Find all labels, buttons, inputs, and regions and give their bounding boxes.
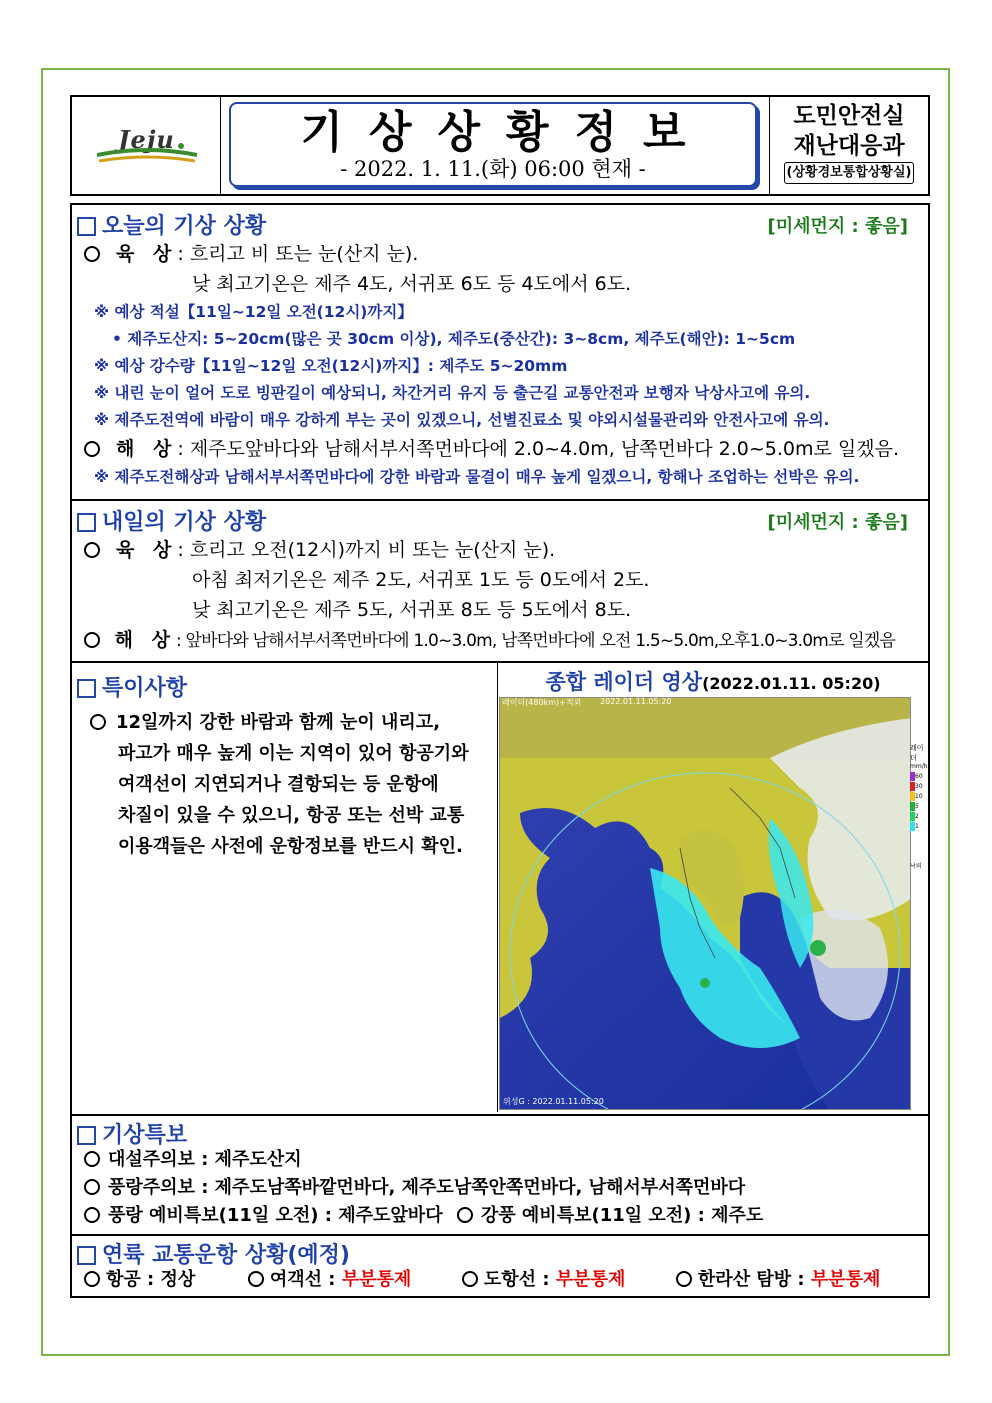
today-note-snow: ※ 예상 적설【11일~12일 오전(12시)까지】 xyxy=(94,303,413,321)
today-dust: [미세먼지 : 좋음] xyxy=(767,216,908,237)
tomorrow-min-temp: 아침 최저기온은 제주 2도, 서귀포 1도 등 0도에서 2도. xyxy=(192,569,650,591)
legend-value: 2 xyxy=(915,813,919,820)
circle-bullet-icon xyxy=(84,632,100,648)
tomorrow-sea: 해 상: 앞바다와 남해서부서쪽먼바다에 1.0~3.0m, 남쪽먼바다에 오전 1.5~5.0m,오후1.0~3.0m로 일겠음 xyxy=(84,625,940,656)
hallasan-status: 부분통제 xyxy=(810,1269,881,1290)
checkbox-icon xyxy=(77,513,96,532)
today-note-wind: ※ 제주도전역에 바람이 매우 강하게 부는 곳이 있겠으니, 선별진료소 및 야외시설물관리와 안전사고에 유의. xyxy=(94,411,830,429)
circle-bullet-icon xyxy=(457,1207,473,1223)
dept-name-2: 재난대응과 xyxy=(793,133,905,159)
circle-bullet-icon xyxy=(84,1151,100,1167)
today-land: 육 상: 흐리고 비 또는 눈(산지 눈). xyxy=(84,239,940,269)
radar-legend xyxy=(910,743,928,870)
jeju-logo xyxy=(72,97,221,194)
page-title: 기상상황정보 xyxy=(300,107,712,158)
tomorrow-land: 육 상: 흐리고 오전(12시)까지 비 또는 눈(산지 눈). xyxy=(84,535,940,565)
transport-title: 연륙 교통운항 상황(예정) xyxy=(102,1243,350,1268)
checkbox-icon xyxy=(77,1126,96,1145)
circle-bullet-icon xyxy=(84,542,100,558)
dept-name-1: 도민안전실 xyxy=(793,103,905,129)
radar-heading xyxy=(498,666,928,696)
today-note-ice: ※ 내린 눈이 얼어 도로 빙판길이 예상되니, 차간거리 유지 등 출근길 교통안전과 보행자 낙상사고에 유의. xyxy=(94,384,811,402)
legend-lightning: 낙뢰 xyxy=(910,863,922,870)
circle-bullet-icon xyxy=(84,1271,100,1287)
checkbox-icon xyxy=(77,1246,96,1265)
today-note-snow-detail: • 제주도산지: 5~20cm(많은 곳 30cm 이상), 제주도(중산간): 3~8cm, 제주도(해안): 1~5cm xyxy=(112,330,796,348)
radar-caption: 레이더(480km)+적외 xyxy=(502,698,582,707)
special-title: 특이사항 xyxy=(102,676,188,701)
warning-preliminary: 풍랑 예비특보(11일 오전) : 제주도앞바다 강풍 예비특보(11일 오전) : 제주도 xyxy=(84,1202,940,1230)
warning-heavy-snow: 대설주의보 : 제주도산지 xyxy=(84,1146,940,1174)
warning-high-seas: 풍랑주의보 : 제주도남쪽바깥먼바다, 제주도남쪽안쪽먼바다, 남해서부서쪽먼바다 xyxy=(84,1174,940,1202)
checkbox-icon xyxy=(77,217,96,236)
radar-caption-time: 2022.01.11.05:20 xyxy=(600,697,672,706)
legend-value: 5 xyxy=(915,803,919,810)
legend-value: 1 xyxy=(915,823,919,830)
special-text: 12일까지 강한 바람과 함께 눈이 내리고, 파고가 매우 높게 이는 지역이 있어 항공기와 여객선이 지연되거나 결항되는 등 운항에 차질이 있을 수 있으니, 항공 또는 선박 교통 이용객들은 사전에 운항정보를 반드시 확인. xyxy=(90,707,469,862)
radar-image xyxy=(499,697,911,1110)
today-section xyxy=(70,203,930,501)
report-datetime: - 2022. 1. 11.(화) 06:00 현재 - xyxy=(340,157,646,181)
radar-datetime: (2022.01.11. 05:20) xyxy=(702,674,881,693)
warnings-title: 기상특보 xyxy=(102,1123,188,1148)
logo-swoosh-icon xyxy=(97,137,197,167)
transport-status: 항공 : 정상 여객선 : 부분통제 도항선 : 부분통제 한라산 탐방 : 부분통제 xyxy=(84,1266,940,1294)
radar-title: 종합 레이더 영상 xyxy=(545,670,703,694)
department-box xyxy=(769,97,928,194)
radar-footer: 위성G : 2022.01.11.05:20 xyxy=(503,1097,604,1106)
tomorrow-title: 내일의 기상 상황 xyxy=(102,510,267,535)
air-status: 정상 xyxy=(160,1269,196,1290)
today-land-temp: 낮 최고기온은 제주 4도, 서귀포 6도 등 4도에서 6도. xyxy=(192,273,632,295)
weather-report xyxy=(70,95,930,1298)
legend-value: 10 xyxy=(915,793,923,800)
ferry-status: 부분통제 xyxy=(341,1269,412,1290)
special-section xyxy=(70,663,930,1116)
circle-bullet-icon xyxy=(84,1207,100,1223)
today-title: 오늘의 기상 상황 xyxy=(102,214,267,239)
legend-unit: mm/h xyxy=(910,763,928,770)
dept-name-3: (상황경보통합상황실) xyxy=(784,162,915,184)
circle-bullet-icon xyxy=(248,1271,264,1287)
transport-section xyxy=(70,1236,930,1298)
tomorrow-max-temp: 낮 최고기온은 제주 5도, 서귀포 8도 등 5도에서 8도. xyxy=(192,599,632,621)
legend-title: 레이더 xyxy=(910,744,924,762)
tomorrow-section xyxy=(70,501,930,663)
legend-value: 30 xyxy=(915,783,923,790)
today-note-rain: ※ 예상 강수량【11일~12일 오전(12시)까지】: 제주도 5~20mm xyxy=(94,357,568,375)
circle-bullet-icon xyxy=(462,1271,478,1287)
circle-bullet-icon xyxy=(90,714,106,730)
special-notes xyxy=(72,663,498,1112)
radar-map xyxy=(500,698,911,1110)
radar-panel xyxy=(498,663,928,1112)
logo-text: Jeju xyxy=(118,125,175,154)
circle-bullet-icon xyxy=(84,1179,100,1195)
circle-bullet-icon xyxy=(84,441,100,457)
warnings-section xyxy=(70,1116,930,1236)
today-note-sea: ※ 제주도전해상과 남해서부서쪽먼바다에 강한 바람과 물결이 매우 높게 일겠으니, 항해나 조업하는 선박은 유의. xyxy=(94,468,860,486)
circle-bullet-icon xyxy=(84,246,100,262)
checkbox-icon xyxy=(77,679,96,698)
today-sea: 해 상: 제주도앞바다와 남해서부서쪽먼바다에 2.0~4.0m, 남쪽먼바다 2.0~5.0m로 일겠음. xyxy=(84,434,940,464)
title-box xyxy=(229,102,757,187)
circle-bullet-icon xyxy=(676,1271,692,1287)
tomorrow-dust: [미세먼지 : 좋음] xyxy=(767,512,908,533)
legend-value: 60 xyxy=(915,773,923,780)
island-ferry-status: 부분통제 xyxy=(555,1269,626,1290)
report-header xyxy=(70,95,930,196)
